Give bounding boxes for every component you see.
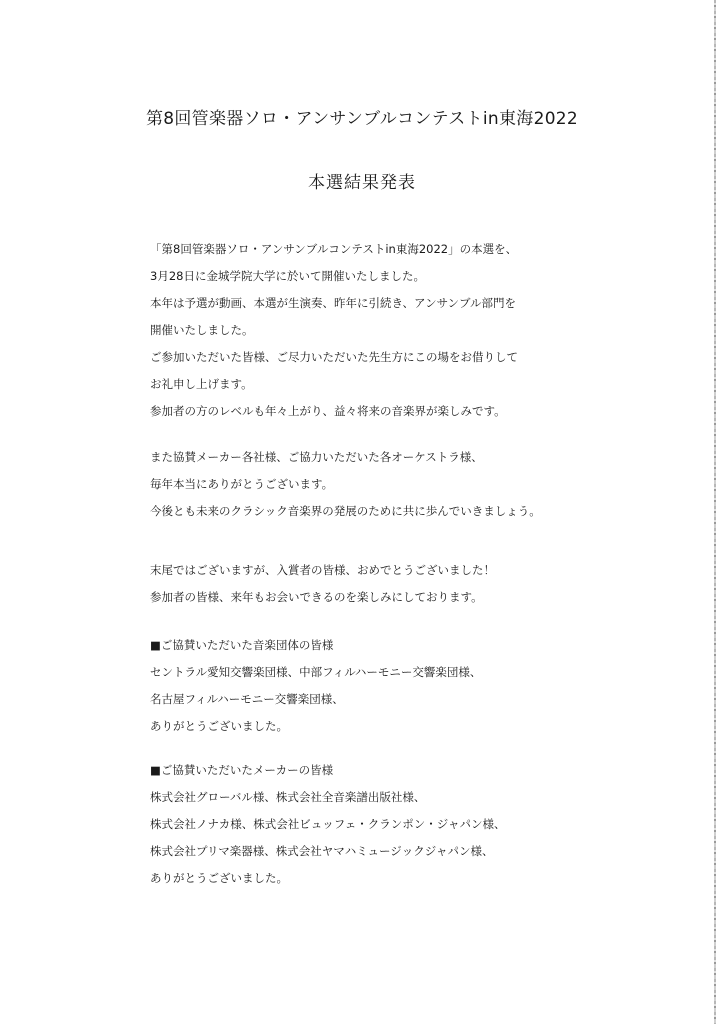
intro-line: 参加者の方のレベルも年々上がり、益々将来の音楽界が楽しみです。 bbox=[150, 404, 506, 418]
orchestra-sponsors-heading: ■ご協賛いただいた音楽団体の皆様 bbox=[150, 638, 334, 652]
intro-line: 「第8回管楽器ソロ・アンサンブルコンテストin東海2022」の本選を、 bbox=[150, 242, 518, 256]
maker-sponsor-line: ありがとうございました。 bbox=[150, 871, 288, 885]
orchestra-sponsor-line: 名古屋フィルハーモニー交響楽団様、 bbox=[150, 692, 344, 706]
intro-line: 本年は予選が動画、本選が生演奏、昨年に引続き、アンサンブル部門を bbox=[150, 296, 517, 310]
maker-sponsor-line: 株式会社プリマ楽器様、株式会社ヤマハミュージックジャパン様、 bbox=[150, 844, 494, 858]
document-body bbox=[150, 236, 630, 892]
maker-sponsor-line: 株式会社グローバル様、株式会社全音楽譜出版社様、 bbox=[150, 790, 426, 804]
orchestra-sponsor-line: ありがとうございました。 bbox=[150, 719, 288, 733]
intro-line: ご参加いただいた皆様、ご尽力いただいた先生方にこの場をお借りして bbox=[150, 350, 518, 364]
intro-line: お礼申し上げます。 bbox=[150, 377, 253, 391]
intro-paragraph bbox=[150, 236, 630, 425]
maker-sponsors-heading: ■ご協賛いただいたメーカーの皆様 bbox=[150, 763, 334, 777]
maker-sponsor-line: 株式会社ノナカ様、株式会社ビュッフェ・クランポン・ジャパン様、 bbox=[150, 817, 506, 831]
document-title: 第8回管楽器ソロ・アンサンブルコンテストin東海2022 bbox=[145, 109, 579, 129]
thanks-line: 今後とも未来のクラシック音楽界の発展のために共に歩んでいきましょう。 bbox=[150, 504, 541, 518]
thanks-paragraph bbox=[150, 444, 630, 525]
closing-line: 末尾ではございますが、入賞者の皆様、おめでとうございました！ bbox=[150, 563, 495, 577]
orchestra-sponsor-line: セントラル愛知交響楽団様、中部フィルハーモニー交響楽団様、 bbox=[150, 665, 482, 679]
document-subtitle: 本選結果発表 bbox=[308, 173, 416, 193]
thanks-line: また協賛メーカー各社様、ご協力いただいた各オーケストラ様、 bbox=[150, 450, 483, 464]
closing-line: 参加者の皆様、来年もお会いできるのを楽しみにしております。 bbox=[150, 590, 483, 604]
orchestra-sponsors-section bbox=[150, 632, 630, 740]
maker-sponsors-section bbox=[150, 757, 630, 892]
thanks-line: 毎年本当にありがとうございます。 bbox=[150, 477, 334, 491]
closing-paragraph bbox=[150, 557, 630, 611]
scan-edge-artifact bbox=[714, 0, 716, 1024]
intro-line: 3月28日に金城学院大学に於いて開催いたしました。 bbox=[150, 269, 425, 283]
intro-line: 開催いたしました。 bbox=[150, 323, 254, 337]
